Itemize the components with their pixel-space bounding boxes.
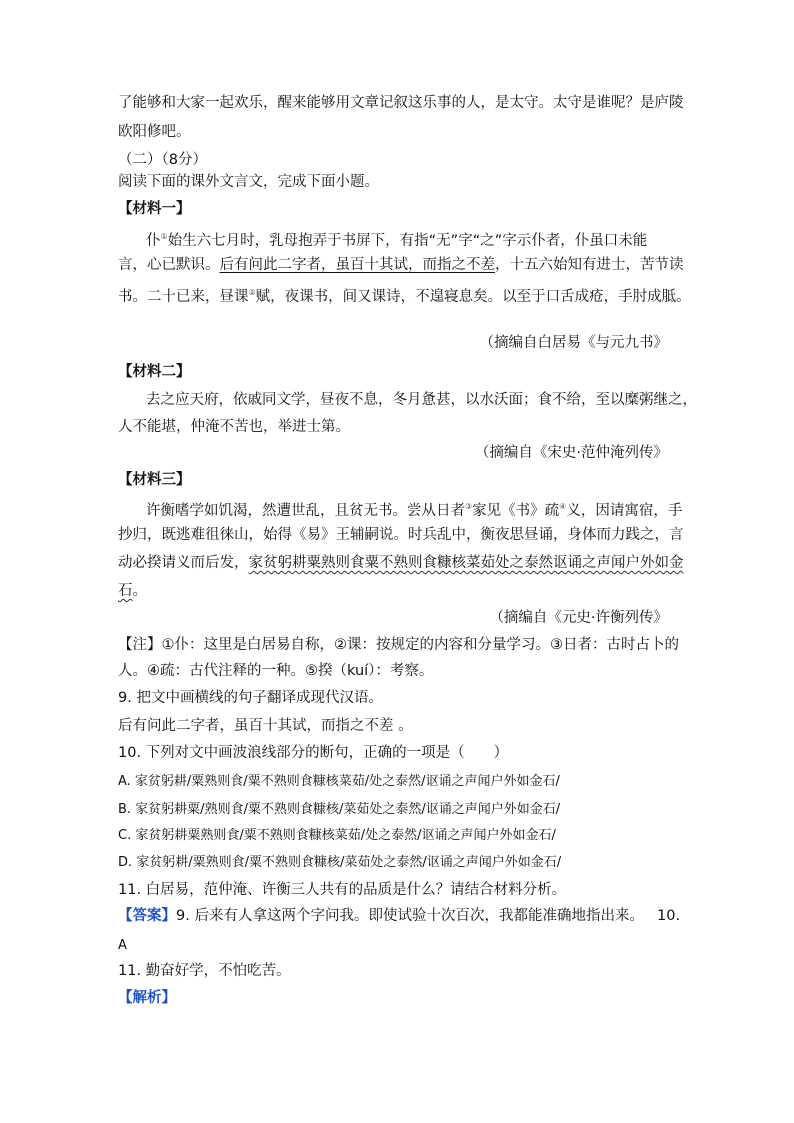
m1-l2-b: ，十五六始知有进士，苦节读 (495, 257, 684, 273)
m1-l1-b: 始生六七月时，乳母抱弄于书屏下，有指“无”字“之”字示仆者，仆虽口未能 (167, 232, 648, 249)
material-3-title: 【材料三】 (118, 472, 191, 488)
material-3-line-1 (146, 497, 682, 521)
question-10: 10. 下列对文中画波浪线部分的断句，正确的一项是（ ） (118, 745, 509, 761)
note-marker-4: ④ (559, 502, 567, 511)
m1-l2-a: 言，心已默识。 (118, 257, 220, 273)
material-1-line-3 (118, 283, 691, 307)
intro-line-1: 了能够和大家一起欢乐，醒来能够用文章记叙这乐事的人，是太守。太守是谁呢？是庐陵 (118, 95, 684, 111)
material-3-source: （摘编自《元史·许衡列传》 (489, 610, 668, 626)
option-c: C. 家贫躬耕粟熟则食/粟不熟则食糠核菜茹/处之泰然/讴诵之声闻户外如金石/ (118, 828, 556, 843)
m1-underlined-sentence: 后有问此二字者，虽百十其试，而指之不差 (219, 257, 495, 273)
m3-l4-b: 。 (132, 583, 147, 599)
note-marker-1: ① (160, 232, 168, 241)
question-11: 11. 白居易，范仲淹、许衡三人共有的品质是什么？请结合材料分析。 (118, 882, 567, 898)
notes-line-2: 人。④疏：古代注释的一种。⑤揆（kuí）：考察。 (118, 663, 434, 679)
option-a: A. 家贫躬耕/粟熟则食/粟不熟则食糠核菜茹/处之泰然/讴诵之声闻户外如金石/ (118, 774, 560, 789)
note-marker-2: ② (248, 288, 256, 297)
material-3-line-3 (118, 553, 684, 573)
note-marker-3: ③ (465, 502, 473, 511)
answer-11: 11. 勤奋好学，不怕吃苦。 (118, 963, 291, 979)
m3-l1-a: 许衡嗜学如饥渴，然遭世乱，且贫无书。尝从日者 (146, 502, 465, 519)
material-1-line-2 (118, 255, 684, 275)
notes-line-1: 【注】①仆：这里是白居易自称，②课：按规定的内容和分量学习。③日者：古时占卜的 (118, 637, 679, 653)
material-3-line-4 (118, 581, 147, 601)
m3-l3-a: 动必揆请义而后发， (118, 555, 249, 571)
material-2-source: （摘编自《宋史·范仲淹列传》 (474, 445, 668, 461)
section-header: （二）（8分） (118, 152, 207, 168)
intro-line-2: 欧阳修吧。 (118, 124, 191, 140)
answer-10-number: 10. (657, 908, 681, 924)
question-9-sentence: 后有问此二字者，虽百十其试，而指之不差 。 (118, 718, 413, 734)
answer-9: 9. 后来有人拿这两个字问我。即使试验十次百次，我都能准确地指出来。 (176, 908, 644, 924)
analysis-label: 【解析】 (118, 990, 176, 1006)
section-instruction: 阅读下面的课外文言文，完成下面小题。 (118, 174, 379, 190)
answer-label: 【答案】 (118, 908, 176, 924)
m1-l3-b: 赋，夜课书，间又课诗，不遑寝息矣。以至于口舌成疮，手肘成胝。 (255, 288, 691, 305)
m3-wavy-sentence: 家贫躬耕粟熟则食粟不熟则食糠核菜茹处之泰然讴诵之声闻户外如金 (248, 555, 684, 571)
option-d: D. 家贫躬耕/粟熟则食/粟不熟则食糠核/菜茹处之泰然/讴诵之声闻户外如金石/ (118, 855, 562, 870)
m3-l1-c: 义，因请寓宿，手 (566, 502, 683, 519)
material-2-line-2: 人不能堪，仲淹不苦也，举进士第。 (118, 419, 350, 435)
material-3-line-2: 抄归，既逃难徂徕山，始得《易》王辅嗣说。时兵乱中，衡夜思昼诵，身体而力践之，言 (118, 527, 684, 543)
material-2-title: 【材料二】 (118, 364, 191, 380)
m3-l1-b: 家见《书》疏 (472, 502, 560, 519)
answer-10-value: A (118, 938, 127, 953)
material-2-line-1: 去之应天府，依戚同文学，昼夜不息，冬月惫甚，以水沃面；食不给，至以糜粥继之， (146, 392, 697, 408)
material-1-line-1 (146, 227, 647, 251)
m1-l3-a: 书。二十已来，昼课 (118, 288, 249, 305)
option-b: B. 家贫躬耕粟/熟则食/粟不熟则食糠核/菜茹处之泰然/讴诵之声闻户外如金石/ (118, 802, 561, 817)
answer-line (118, 906, 644, 926)
m3-wavy-end: 石 (118, 583, 133, 599)
question-9: 9. 把文中画横线的句子翻译成现代汉语。 (118, 690, 383, 706)
m1-l1-a: 仆 (146, 232, 161, 249)
material-1-title: 【材料一】 (118, 201, 191, 217)
material-1-source: （摘编自白居易《与元九书》 (479, 335, 668, 351)
